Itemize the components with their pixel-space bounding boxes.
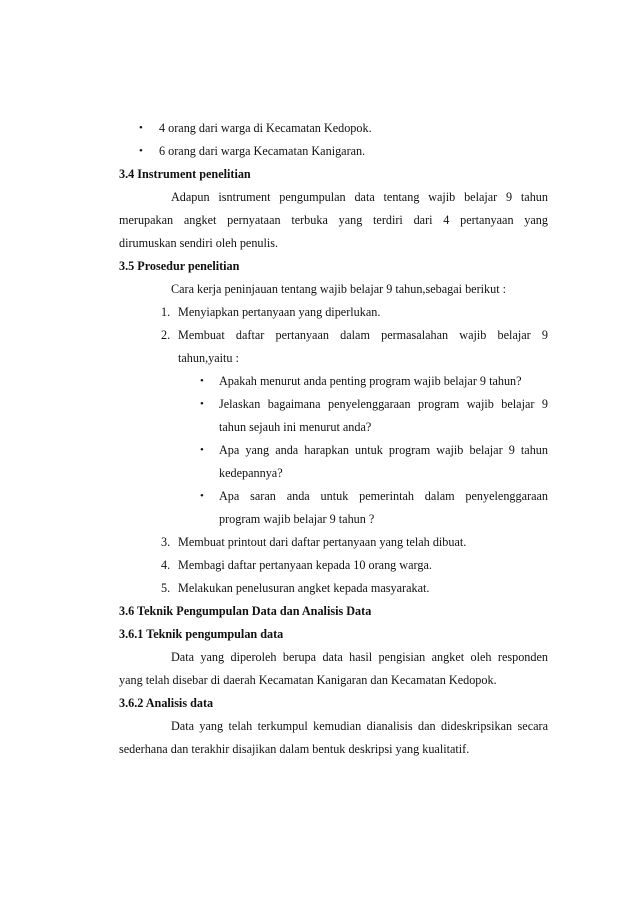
step-text: Membuat printout dari daftar pertanyaan yang telah dibuat. (178, 535, 467, 549)
list-item (119, 554, 548, 577)
bullet-icon: • (139, 145, 143, 157)
question-text: tahun sejauh ini menurut anda? (219, 420, 372, 434)
paragraph-line: sederhana dan terakhir disajikan dalam bentuk deskripsi yang kualitatif. (119, 742, 470, 756)
step-number: 3. (161, 535, 171, 549)
question-text: program wajib belajar 9 tahun ? (219, 512, 375, 526)
bullet-icon: • (200, 444, 204, 456)
section-heading-3-6: 3.6 Teknik Pengumpulan Data dan Analisis Data (119, 604, 372, 618)
list-item-continuation (119, 416, 548, 439)
step-text: Menyiapkan pertanyaan yang diperlukan. (178, 305, 381, 319)
list-item-text: 4 orang dari warga di Kecamatan Kedopok. (159, 121, 372, 135)
paragraph-line: merupakan angket pernyataan terbuka yang terdiri dari 4 pertanyaan yang (119, 213, 548, 227)
question-text: Apa saran anda untuk pemerintah dalam penyelenggaraan (219, 489, 548, 503)
paragraph-line: Data yang telah terkumpul kemudian dianalisis dan dideskripsikan secara (171, 719, 548, 733)
list-item (119, 324, 548, 347)
list-item (119, 301, 548, 324)
step-number: 1. (161, 305, 171, 319)
list-item-continuation (119, 347, 548, 370)
list-item-text: 6 orang dari warga Kecamatan Kanigaran. (159, 144, 366, 158)
list-item-continuation (119, 508, 548, 531)
step-text: Membuat daftar pertanyaan dalam permasalahan wajib belajar 9 (178, 328, 548, 342)
paragraph-line: Data yang diperoleh berupa data hasil pengisian angket oleh responden (171, 650, 548, 664)
paragraph-line: Adapun isntrument pengumpulan data tentang wajib belajar 9 tahun (171, 190, 548, 204)
question-text: Jelaskan bagaimana penyelenggaraan program wajib belajar 9 (219, 397, 548, 411)
bullet-icon: • (200, 398, 204, 410)
respondent-list (119, 117, 548, 163)
step-text: Melakukan penelusuran angket kepada masyarakat. (178, 581, 430, 595)
step-text: tahun,yaitu : (178, 351, 239, 365)
list-item (119, 117, 548, 140)
question-text: Apakah menurut anda penting program wajib belajar 9 tahun? (219, 374, 522, 388)
list-item-continuation (119, 462, 548, 485)
list-item (119, 577, 548, 600)
list-item (119, 485, 548, 508)
paragraph-line: Cara kerja peninjauan tentang wajib belajar 9 tahun,sebagai berikut : (171, 282, 507, 296)
bullet-icon: • (200, 490, 204, 502)
bullet-icon: • (139, 122, 143, 134)
list-item (119, 531, 548, 554)
list-item (119, 439, 548, 462)
question-list (119, 370, 548, 531)
subsection-heading-3-6-1: 3.6.1 Teknik pengumpulan data (119, 627, 284, 641)
subsection-heading-3-6-2: 3.6.2 Analisis data (119, 696, 214, 710)
list-item (119, 393, 548, 416)
step-number: 5. (161, 581, 171, 595)
section-heading-3-5: 3.5 Prosedur penelitian (119, 259, 240, 273)
page-content (119, 117, 548, 761)
bullet-icon: • (200, 375, 204, 387)
list-item (119, 370, 548, 393)
step-number: 4. (161, 558, 171, 572)
procedure-steps (119, 301, 548, 600)
section-heading-3-4: 3.4 Instrument penelitian (119, 167, 251, 181)
paragraph-line: yang telah disebar di daerah Kecamatan Kanigaran dan Kecamatan Kedopok. (119, 673, 497, 687)
step-number: 2. (161, 328, 171, 342)
list-item (119, 140, 548, 163)
step-text: Membagi daftar pertanyaan kepada 10 orang warga. (178, 558, 432, 572)
paragraph-line: dirumuskan sendiri oleh penulis. (119, 236, 279, 250)
question-text: Apa yang anda harapkan untuk program wajib belajar 9 tahun (219, 443, 548, 457)
question-text: kedepannya? (219, 466, 283, 480)
